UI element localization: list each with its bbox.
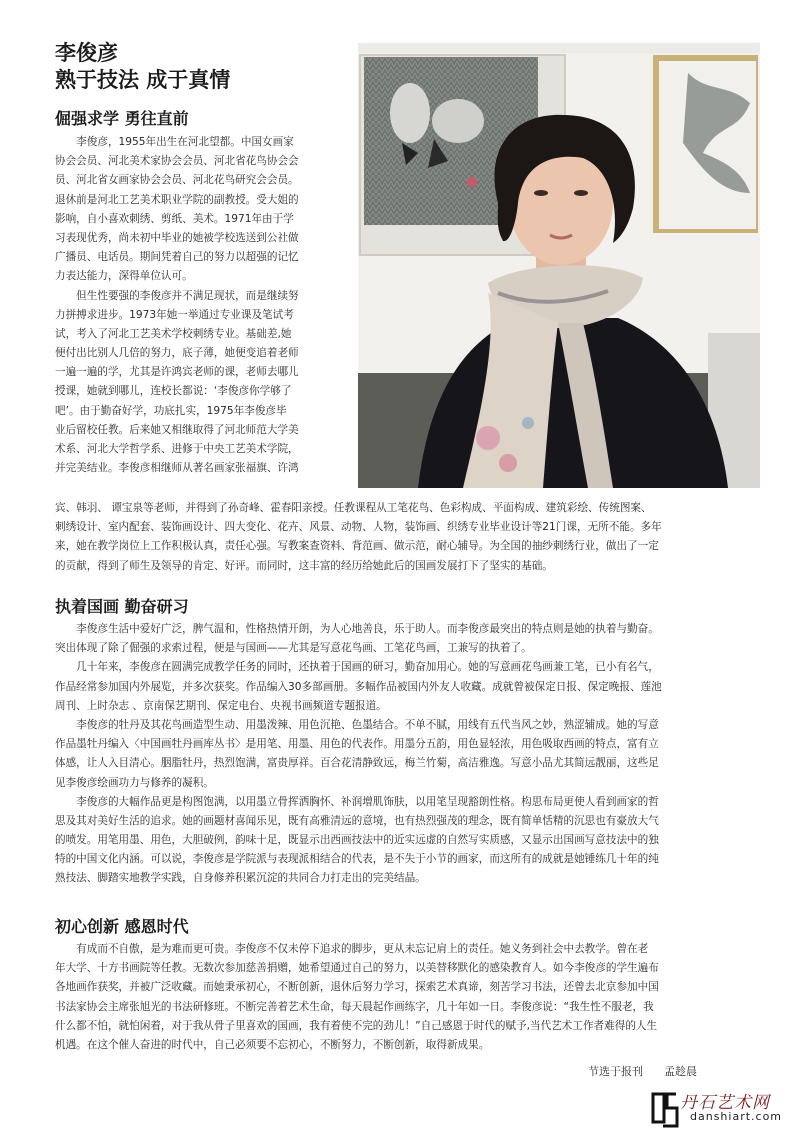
credit-source: 节选于报刊	[588, 1065, 643, 1078]
section-2-text	[55, 620, 770, 889]
text-line: 书法家协会主席张旭光的书法研修班。不断完善着艺术生命，每天晨起作画练字，几十年如一日。李俊彦说：“我生性不服老，我	[55, 1000, 654, 1013]
text-line: 突出体现了除了倔强的求索过程，便是与国画——尤其是写意花鸟画、工笔花鸟画，工兼写的执着了。	[55, 642, 532, 655]
section-3-text	[55, 940, 770, 1055]
text-line: 机遇。在这个催人奋进的时代中，自己必须要不忘初心，不断努力，不断创新，取得新成果。	[55, 1038, 490, 1051]
text-line: 业后留校任教。后来她又相继取得了河北师范大学美	[55, 423, 299, 436]
section-heading-2: 执着国画 勤奋研习	[55, 597, 189, 616]
text-line: 周刊、上时杂志 、京南保艺期刊、保定电台、央视书画频道专题报道。	[55, 699, 387, 712]
artist-name: 李俊彦	[55, 41, 118, 65]
section-1-narrow-text	[55, 133, 355, 478]
portrait-illustration	[358, 43, 760, 488]
text-line: 试，考入了河北工艺美术学校刺绣专业。基础差,她	[55, 327, 292, 340]
text-line: 协会会员、河北美术家协会会员、河北省花鸟协会会	[55, 155, 299, 168]
text-line: 的喷发。用笔用墨、用色，大胆破例，韵味十足，既显示出西画技法中的近实远虚的自然写实质感，又显示出国画写意技法中的独	[55, 834, 659, 847]
text-line: 力表达能力，深得单位认可。	[55, 270, 193, 283]
text-line: 员、河北省女画家协会会员、河北花鸟研究会会员。	[55, 174, 299, 187]
text-line: 有成而不自傲，是为难而更可贵。李俊彦不仅未停下追求的脚步，更从未忘记肩上的责任。她义务到社会中去教学。曾在老	[55, 943, 649, 955]
text-line: 作品经常参加国内外展览，并多次获奖。作品编入30多部画册。多幅作品被国内外友人收藏。成就曾被保定日报、保定晚报、莲池	[55, 680, 662, 693]
text-line: 来，她在教学岗位上工作积极认真，责任心强。写教案查资料、背范画、做示范，耐心辅导。为全国的抽纱刺绣行业，做出了一定	[55, 540, 659, 553]
text-line: 广播员、电话员。期间凭着自己的努力以超强的记忆	[55, 251, 299, 264]
text-line: 并完美结业。李俊彦相继师从著名画家张福旗、许鸿	[55, 462, 299, 475]
text-line: 李俊彦生活中爱好广泛，脾气温和，性格热情开朗，为人心地善良，乐于助人。而李俊彦最突出的特点则是她的执着与勤奋。	[55, 623, 659, 635]
text-line: 作品墨牡丹编入〈中国画牡丹画库丛书〉是用笔、用墨、用色的代表作。用墨分五韵，用色显轻浓，用色吸取西画的特点，富有立	[55, 738, 659, 751]
text-line: 特的中国文化内涵。可以说，李俊彦是学院派与表现派相结合的代表，是不失于小节的画家，而这所有的成就是她锤练几十年的纯	[55, 853, 659, 866]
text-line: 便付出比别人几倍的努力，底子薄，她便变追着老师	[55, 347, 299, 360]
text-line: 影响，自小喜欢刺绣、剪纸、美术。1971年由于学	[55, 212, 294, 225]
text-line: 年大学、十方书画院等任教。无数次参加慈善捐赠，她希望通过自己的努力，以美替移默化的感染教育人。如今李俊彦的学生遍布	[55, 962, 659, 975]
text-line: 退休前是河北工艺美术职业学院的副教授。受大姐的	[55, 193, 299, 206]
text-line: 力拼搏求进步。1973年她一举通过专业课及笔试考	[55, 308, 294, 321]
text-line: 各地画作获奖，并被广泛收藏。而她秉承初心，不断创新，退休后努力学习，探索艺术真谛，刻苦学习书法，还曾去北京参加中国	[55, 981, 659, 994]
article-credit	[588, 1063, 697, 1079]
text-line: 几十年来，李俊彦在圆满完成教学任务的同时，还执着于国画的研习，勤奋加用心。她的写意画花鸟画兼工笔，已小有名气，	[55, 661, 659, 674]
text-line: 体感，让人入目清心。胭脂牡丹，热烈饱满，富贵厚祥。百合花清静致远，梅兰竹菊，高洁雅逸。写意小品尤其简远靓丽，这些足	[55, 757, 659, 770]
text-line: 宾、韩羽、 谭宝泉等老师，并得到了孙奇峰、霍春阳亲授。任教课程从工笔花鸟、色彩构成、平面构成、建筑彩绘、传统图案、	[55, 502, 652, 514]
text-line: 授课，她就到哪儿，连校长都说：‘李俊彦你学够了	[55, 385, 292, 398]
text-line: 习表现优秀，尚未初中毕业的她被学校选送到公社做	[55, 231, 299, 244]
text-line: 什么都不怕，就怕闲着，对于我从骨子里喜欢的国画，我有着使不完的劲儿！”自己感恩于时代的赋予,当代艺术工作者难得的人生	[55, 1019, 658, 1032]
text-line: 熟技法、脚踏实地教学实践，自身修养积累沉淀的共同合力打走出的完美结晶。	[55, 872, 426, 885]
logo-chinese-text: 丹石艺术网	[680, 1093, 770, 1113]
text-line: 刺绣设计、室内配套、装饰画设计、四大变化、花卉、风景、动物、人物，装饰画、织绣专业毕业设计等21门课，无所不能。多年	[55, 521, 662, 534]
section-heading-1: 倔强求学 勇往直前	[55, 109, 189, 128]
text-line: 李俊彦的牡丹及其花鸟画造型生动、用墨泼辣、用色沉艳、色墨结合。不单不腻，用线有五代当风之妙，熟涩辅成。她的写意	[55, 718, 659, 731]
text-line: 李俊彦的大幅作品更是构图饱满，以用墨立骨挥洒胸怀、补润增肌饰肤，以用笔呈现豁朗性格。构思布局更使人看到画家的哲	[55, 795, 659, 808]
text-line: 一遍一遍的学，尤其是许鸿宾老师的课，老师去哪儿	[55, 366, 299, 379]
text-line: 的贡献，得到了师生及领导的肯定、好评。而同时，这丰富的经历给她此后的国画发展打下了坚实的基础。	[55, 559, 553, 572]
ds-logo-mark-icon	[650, 1088, 682, 1128]
logo-domain-text: danshiart.com	[690, 1110, 783, 1123]
site-logo[interactable]	[650, 1088, 800, 1128]
section-heading-3: 初心创新 感恩时代	[55, 917, 189, 936]
credit-author: 孟趁晨	[663, 1065, 697, 1078]
text-line: 吧’。由于勤奋好学，功底扎实，1975年李俊彦毕	[55, 404, 287, 417]
article-subtitle: 熟于技法 成于真情	[55, 68, 231, 92]
text-line: 思及其对美好生活的追求。她的画题材喜闻乐见，既有高雅清远的意境，也有热烈强茂的理念，既有简单恬精的沉思也有豪放大气	[55, 814, 659, 827]
text-line: 李俊彦，1955年出生在河北望都。中国女画家	[55, 136, 294, 148]
artist-portrait-photo	[358, 43, 760, 488]
text-line: 术系、河北大学哲学系、进修于中央工艺美术学院，	[55, 443, 299, 455]
text-line: 但生性要强的李俊彦并不满足现状，而是继续努	[55, 289, 299, 302]
section-1-wide-text	[55, 499, 770, 576]
text-line: 见李俊彦绘画功力与修养的凝积。	[55, 776, 214, 789]
